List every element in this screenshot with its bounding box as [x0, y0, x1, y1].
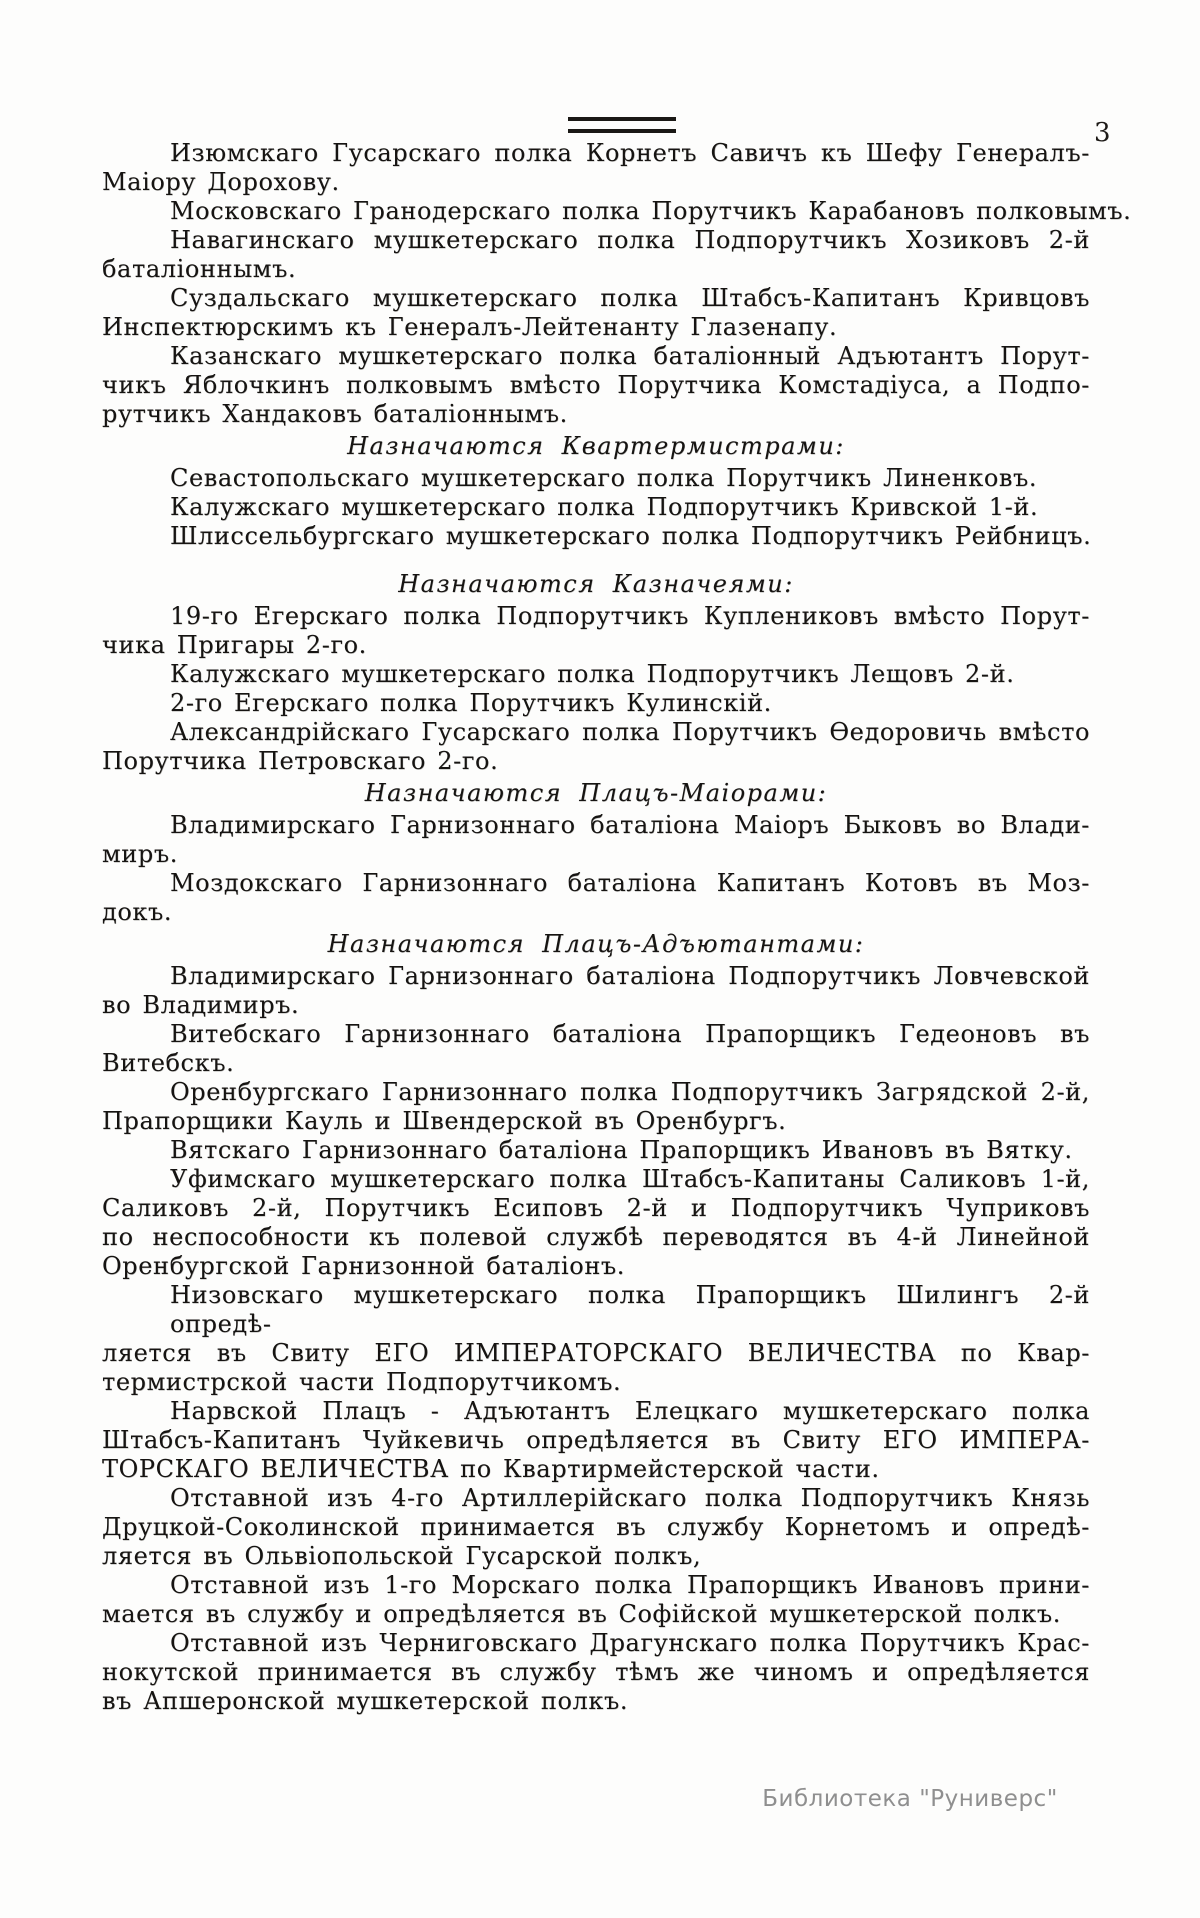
text-line: рутчикъ Хандаковъ баталіоннымъ.	[102, 400, 568, 428]
text-line: Нарвской Плацъ - Адъютантъ Елецкаго мушкетерскаго полка	[170, 1397, 1090, 1425]
text-line: Изюмскаго Гусарскаго полка Корнетъ Савичъ къ Шефу Генералъ-	[170, 139, 1090, 167]
paragraph	[102, 139, 1090, 197]
text-line: Друцкой-Соколинской принимается въ службу Корнетомъ и опредѣ-	[102, 1513, 1090, 1541]
text-line: Отставной изъ 1-го Морскаго полка Прапорщикъ Ивановъ прини-	[170, 1571, 1090, 1599]
text-line: Отставной изъ Черниговскаго Драгунскаго полка Порутчикъ Крас-	[170, 1629, 1090, 1657]
text-line: Порутчика Петровскаго 2-го.	[102, 747, 499, 775]
paragraph	[102, 718, 1090, 776]
paragraph	[102, 869, 1090, 927]
paragraph	[102, 1629, 1090, 1716]
text-line: Шлиссельбургскаго мушкетерскаго полка Подпорутчикъ Рейбницъ.	[170, 522, 1092, 550]
section-heading: Назначаются Плацъ-Маіорами:	[364, 779, 828, 807]
paragraph	[102, 660, 1090, 689]
text-line: Саликовъ 2-й, Порутчикъ Есиповъ 2-й и Подпорутчикъ Чуприковъ	[102, 1194, 1090, 1222]
paragraph	[102, 1484, 1090, 1571]
text-line: по неспособности къ полевой службѣ переводятся въ 4-й Линейной	[102, 1223, 1090, 1251]
paragraph	[102, 464, 1090, 493]
paragraph	[102, 962, 1090, 1020]
paragraph	[102, 1165, 1090, 1281]
text-line: Витебскъ.	[102, 1049, 235, 1077]
text-line: термистрской части Подпорутчикомъ.	[102, 1368, 622, 1396]
text-line: Навагинскаго мушкетерскаго полка Подпорутчикъ Хозиковъ 2-й	[170, 226, 1090, 254]
page-number: 3	[1094, 118, 1112, 148]
section-divider-rule	[568, 117, 676, 133]
text-line: Казанскаго мушкетерскаго полка баталіонный Адъютантъ Порут-	[170, 342, 1090, 370]
text-line: Оренбургской Гарнизонной баталіонъ.	[102, 1252, 626, 1280]
text-line: Владимирскаго Гарнизоннаго баталіона Маіоръ Быковъ во Влади-	[170, 811, 1090, 839]
text-line: Штабсъ-Капитанъ Чуйкевичь опредѣляется въ Свиту ЕГО ИМПЕРА-	[102, 1426, 1090, 1454]
text-line: Низовскаго мушкетерскаго полка Прапорщикъ Шилингъ 2-й опредѣ-	[170, 1281, 1090, 1338]
text-line: Севастопольскаго мушкетерскаго полка Порутчикъ Линенковъ.	[170, 464, 1038, 492]
paragraph	[102, 522, 1090, 551]
text-line: чика Пригары 2-го.	[102, 631, 367, 659]
blank-space	[102, 551, 1090, 567]
text-line: Инспектюрскимъ къ Генералъ-Лейтенанту Глазенапу.	[102, 313, 838, 341]
text-line: Маіору Дорохову.	[102, 168, 340, 196]
text-line: Моздокскаго Гарнизоннаго баталіона Капитанъ Котовъ въ Моз-	[170, 869, 1090, 897]
paragraph	[102, 493, 1090, 522]
paragraph	[102, 1078, 1090, 1136]
text-line: Отставной изъ 4-го Артиллерійскаго полка Подпорутчикъ Князь	[170, 1484, 1090, 1512]
text-line: Прапорщики Кауль и Швендерской въ Оренбургъ.	[102, 1107, 787, 1135]
text-line: ТОРСКАГО ВЕЛИЧЕСТВА по Квартирмейстерской части.	[102, 1455, 880, 1483]
section-heading: Назначаются Квартермистрами:	[347, 432, 845, 460]
section-heading: Назначаются Казначеями:	[398, 570, 794, 598]
text-line: въ Апшеронской мушкетерской полкъ.	[102, 1687, 629, 1715]
text-line: миръ.	[102, 840, 178, 868]
text-line: Московскаго Гранодерскаго полка Порутчикъ Карабановъ полковымъ.	[170, 197, 1132, 225]
text-line: 2-го Егерскаго полка Порутчикъ Кулинскій.	[170, 689, 772, 717]
text-line: баталіоннымъ.	[102, 255, 297, 283]
library-watermark: Библиотека "Руниверс"	[762, 1786, 1058, 1812]
text-line: Александрійскаго Гусарскаго полка Порутчикъ Ѳедоровичь вмѣсто	[170, 718, 1090, 746]
paragraph	[102, 811, 1090, 869]
text-line: Вятскаго Гарнизоннаго баталіона Прапорщикъ Ивановъ въ Вятку.	[170, 1136, 1073, 1164]
paragraph	[102, 1020, 1090, 1078]
document-body	[102, 139, 1132, 1716]
paragraph	[102, 1571, 1090, 1629]
text-line: Оренбургскаго Гарнизоннаго полка Подпорутчикъ Загрядской 2-й,	[170, 1078, 1090, 1106]
text-line: ляется въ Свиту ЕГО ИМПЕРАТОРСКАГО ВЕЛИЧЕСТВА по Квар-	[102, 1339, 1090, 1367]
text-line: ляется въ Ольвіопольской Гусарской полкъ,	[102, 1542, 702, 1570]
text-line: нокутской принимается въ службу тѣмъ же чиномъ и опредѣляется	[102, 1658, 1090, 1686]
text-line: во Владимиръ.	[102, 991, 300, 1019]
paragraph	[102, 284, 1090, 342]
paragraph	[102, 197, 1132, 226]
text-line: Витебскаго Гарнизоннаго баталіона Прапорщикъ Гедеоновъ въ	[170, 1020, 1090, 1048]
paragraph	[102, 1136, 1090, 1165]
text-line: докъ.	[102, 898, 173, 926]
paragraph	[102, 1397, 1090, 1484]
text-line: Калужскаго мушкетерскаго полка Подпорутчикъ Кривской 1-й.	[170, 493, 1039, 521]
paragraph	[102, 1281, 1090, 1397]
text-line: 19-го Егерскаго полка Подпорутчикъ Куплениковъ вмѣсто Порут-	[170, 602, 1090, 630]
text-line: Уфимскаго мушкетерскаго полка Штабсъ-Капитаны Саликовъ 1-й,	[170, 1165, 1090, 1193]
section-heading: Назначаются Плацъ-Адъютантами:	[327, 930, 865, 958]
paragraph	[102, 226, 1090, 284]
text-line: Суздальскаго мушкетерскаго полка Штабсъ-Капитанъ Кривцовъ	[170, 284, 1090, 312]
text-line: Владимирскаго Гарнизоннаго баталіона Подпорутчикъ Ловчевской	[170, 962, 1090, 990]
text-line: мается въ службу и опредѣляется въ Софійской мушкетерской полкъ.	[102, 1600, 1061, 1628]
text-line: Калужскаго мушкетерскаго полка Подпорутчикъ Лещовъ 2-й.	[170, 660, 1015, 688]
paragraph	[102, 602, 1090, 660]
paragraph	[102, 342, 1090, 429]
text-line: чикъ Яблочкинъ полковымъ вмѣсто Порутчика Комстадіуса, а Подпо-	[102, 371, 1090, 399]
paragraph	[102, 689, 1090, 718]
